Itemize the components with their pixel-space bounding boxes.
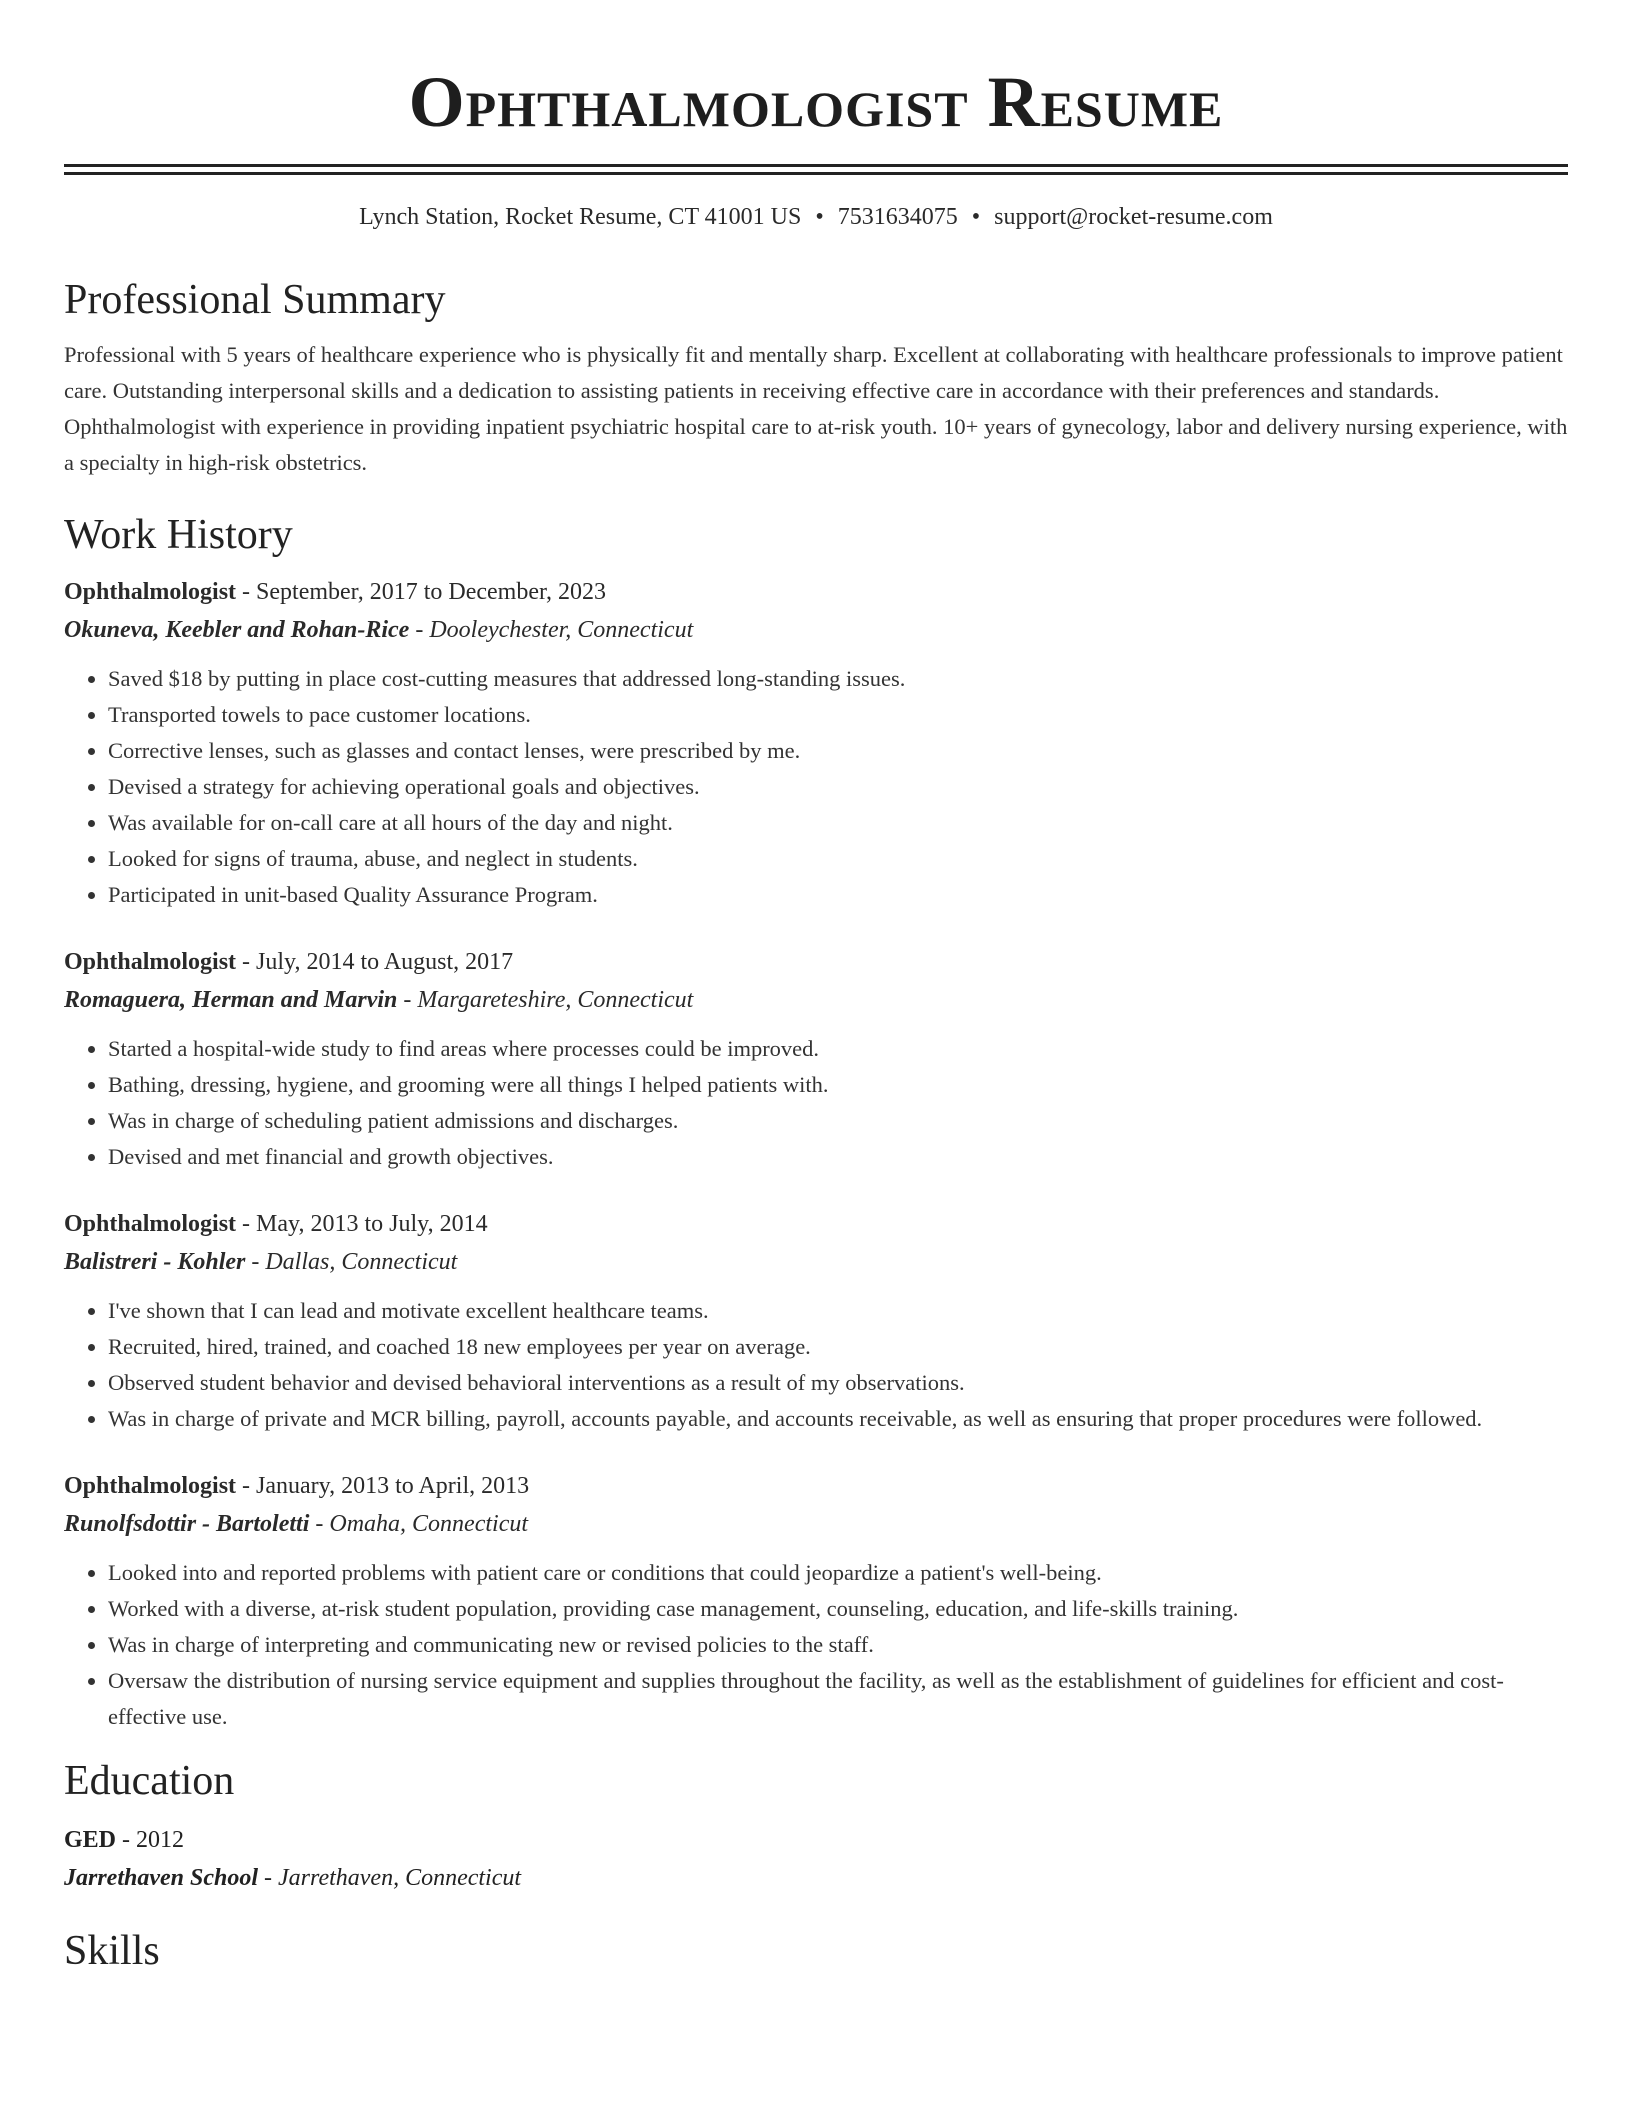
education-location: - Jarrethaven, Connecticut [258,1865,522,1891]
job-title-line [64,943,1568,981]
job-company-line [64,611,1568,649]
job-bullet: • Worked with a diverse, at-risk student population, providing case management, counseling, education, and life-skills training. [108,1591,1568,1627]
job-title: Ophthalmologist [64,949,237,975]
education-degree-line [64,1821,1568,1859]
job-location: - Dooleychester, Connecticut [409,617,694,643]
job-company: Romaguera, Herman and Marvin [64,987,398,1013]
job-bullet: • Looked into and reported problems with patient care or conditions that could jeopardize a patient's well-being. [108,1555,1568,1591]
job-bullet: • I've shown that I can lead and motivate excellent healthcare teams. [108,1293,1568,1329]
job-bullet-list [64,1031,1568,1175]
job-bullet: • Participated in unit-based Quality Assurance Program. [108,877,1568,913]
job-title: Ophthalmologist [64,1473,237,1499]
summary-heading: Professional Summary [64,277,446,323]
job-company: Okuneva, Keebler and Rohan-Rice [64,617,410,643]
job-entry [64,1467,1568,1735]
job-bullet: • Looked for signs of trauma, abuse, and neglect in students. [108,841,1568,877]
title-double-rule [64,164,1568,175]
job-company: Runolfsdottir - Bartoletti [64,1511,310,1537]
job-title-line [64,1467,1568,1505]
job-title: Ophthalmologist [64,1211,237,1237]
job-dates: - May, 2013 to July, 2014 [236,1211,488,1237]
job-title-line [64,1205,1568,1243]
resume-page [64,0,1568,1975]
job-bullet: • Was available for on-call care at all hours of the day and night. [108,805,1568,841]
job-bullet: • Was in charge of interpreting and communicating new or revised policies to the staff. [108,1627,1568,1663]
job-bullet-list [64,1293,1568,1437]
education-school-line [64,1859,1568,1897]
contact-phone: 7531634075 [837,204,958,230]
work-history-heading: Work History [64,512,293,558]
job-dates: - January, 2013 to April, 2013 [236,1473,530,1499]
contact-line [64,202,1568,232]
job-company-line [64,1243,1568,1281]
job-bullet: • Saved $18 by putting in place cost-cutting measures that addressed long-standing issues. [108,661,1568,697]
job-bullet: • Observed student behavior and devised behavioral interventions as a result of my observations. [108,1365,1568,1401]
job-dates: - September, 2017 to December, 2023 [236,579,607,605]
job-bullet: • Oversaw the distribution of nursing service equipment and supplies throughout the facility, as well as the establishment of guidelines for efficient and cost-effective use. [108,1663,1568,1735]
resume-title: Ophthalmologist Resume [408,62,1224,142]
job-bullet-list [64,1555,1568,1735]
education-school: Jarrethaven School [64,1865,259,1891]
education-degree: GED [64,1827,117,1853]
job-entry [64,1205,1568,1437]
contact-address: Lynch Station, Rocket Resume, CT 41001 US [359,204,802,230]
job-location: - Margareteshire, Connecticut [397,987,694,1013]
job-bullet: • Recruited, hired, trained, and coached 18 new employees per year on average. [108,1329,1568,1365]
skills-heading: Skills [64,1928,160,1974]
education-entry [64,1821,1568,1897]
separator-dot: • [815,204,824,230]
job-bullet: • Transported towels to pace customer locations. [108,697,1568,733]
job-bullet-list [64,661,1568,913]
job-dates: - July, 2014 to August, 2017 [236,949,514,975]
job-company: Balistreri - Kohler [64,1249,246,1275]
education-year: - 2012 [116,1827,185,1853]
job-title: Ophthalmologist [64,579,237,605]
job-bullet: • Devised a strategy for achieving operational goals and objectives. [108,769,1568,805]
contact-email: support@rocket-resume.com [994,204,1273,230]
job-company-line [64,1505,1568,1543]
job-bullet: • Was in charge of scheduling patient admissions and discharges. [108,1103,1568,1139]
job-bullet: • Devised and met financial and growth objectives. [108,1139,1568,1175]
education-heading: Education [64,1758,235,1804]
summary-text: Professional with 5 years of healthcare experience who is physically fit and mentally sharp. Excellent at collaborating with healthcare professionals to improve patient care. Outstanding interpersonal skills and a dedication to assisting patients in receiving effective care in accordance with their preferences and standards. Ophthalmologist with experience in providing inpatient psychiatric hospital care to at-risk youth. 10+ years of gynecology, labor and delivery nursing experience, with a specialty in high-risk obstetrics. [64,342,1568,475]
job-bullet: • Started a hospital-wide study to find areas where processes could be improved. [108,1031,1568,1067]
job-location: - Omaha, Connecticut [309,1511,529,1537]
separator-dot: • [971,204,981,230]
job-title-line [64,573,1568,611]
job-entry [64,943,1568,1175]
job-location: - Dallas, Connecticut [245,1249,458,1275]
work-history-list [64,573,1568,1735]
job-entry [64,573,1568,913]
job-bullet: • Bathing, dressing, hygiene, and grooming were all things I helped patients with. [108,1067,1568,1103]
job-bullet: • Was in charge of private and MCR billing, payroll, accounts payable, and accounts receivable, as well as ensuring that proper procedures were followed. [108,1401,1568,1437]
job-bullet: • Corrective lenses, such as glasses and contact lenses, were prescribed by me. [108,733,1568,769]
job-company-line [64,981,1568,1019]
